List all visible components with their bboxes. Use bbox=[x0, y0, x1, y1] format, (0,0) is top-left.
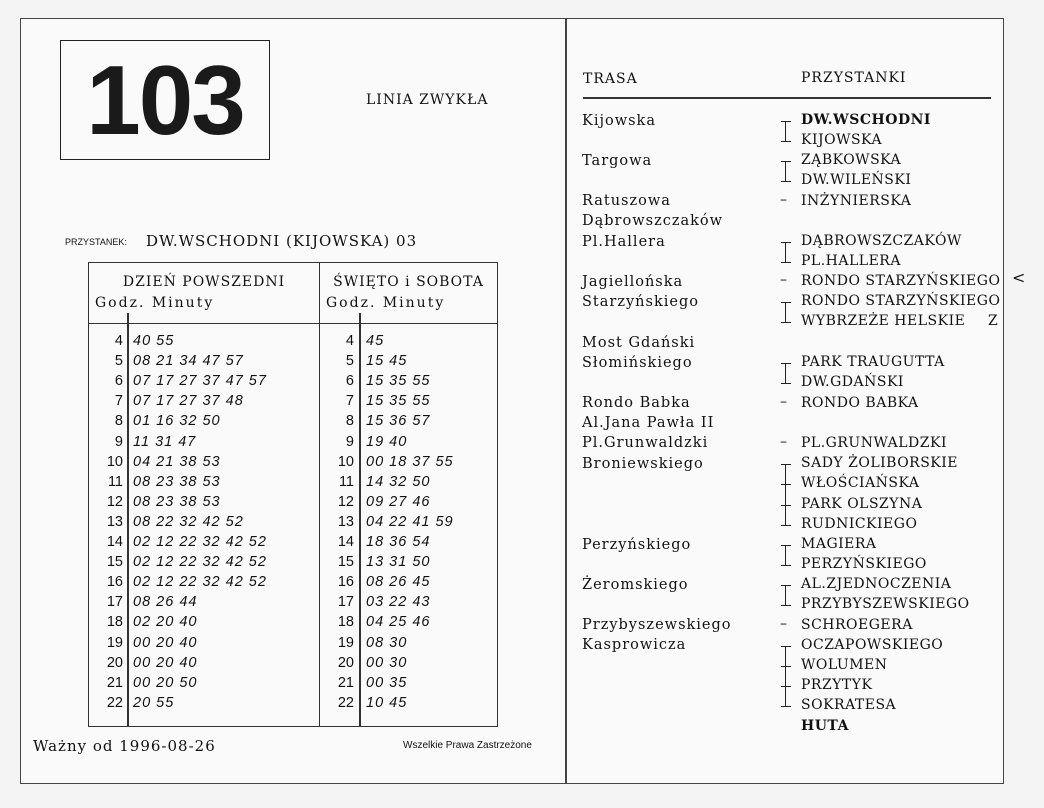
route-stop: DW.GDAŃSKI bbox=[801, 374, 904, 390]
stops-header: PRZYSTANKI bbox=[801, 70, 907, 86]
holiday-title: ŚWIĘTO i SOBOTA bbox=[333, 274, 484, 290]
weekday-subheader: Godz. Minuty bbox=[95, 295, 215, 311]
route-stop: INŻYNIERSKA bbox=[801, 193, 912, 209]
route-street: Dąbrowszczaków bbox=[582, 213, 724, 229]
stop-connector bbox=[781, 363, 791, 383]
hour-cell: 4 bbox=[114, 333, 123, 349]
minutes-cell: 04 25 46 bbox=[366, 614, 431, 631]
single-stop-dash: – bbox=[780, 616, 787, 632]
weekday-header bbox=[89, 263, 319, 324]
zone-mark: Z bbox=[988, 313, 998, 329]
route-stop: PL.HALLERA bbox=[801, 253, 901, 269]
route-stop: ZĄBKOWSKA bbox=[801, 152, 902, 168]
stop-connector bbox=[781, 121, 791, 141]
minutes-cell: 07 17 27 37 47 57 bbox=[133, 373, 267, 390]
minutes-cell: 03 22 43 bbox=[366, 594, 431, 611]
holiday-subheader: Godz. Minuty bbox=[326, 295, 446, 311]
rights-notice: Wszelkie Prawa Zastrzeżone bbox=[403, 740, 532, 751]
minutes-cell: 08 22 32 42 52 bbox=[133, 513, 244, 530]
weekday-hour-divider bbox=[127, 313, 129, 726]
hour-cell: 14 bbox=[337, 534, 354, 550]
hour-cell: 12 bbox=[106, 493, 123, 510]
minutes-cell: 40 55 bbox=[133, 333, 175, 349]
minutes-cell: 02 20 40 bbox=[133, 614, 198, 631]
hour-cell: 7 bbox=[345, 393, 354, 410]
hour-cell: 18 bbox=[337, 614, 354, 631]
minutes-cell: 01 16 32 50 bbox=[133, 413, 221, 430]
hour-cell: 22 bbox=[106, 694, 123, 711]
minutes-cell: 00 20 40 bbox=[133, 654, 198, 671]
hour-cell: 14 bbox=[106, 534, 123, 550]
route-stop: SADY ŻOLIBORSKIE bbox=[801, 455, 959, 471]
single-stop-dash: – bbox=[780, 192, 787, 208]
hour-cell: 21 bbox=[337, 674, 354, 691]
route-street: Kasprowicza bbox=[582, 637, 687, 653]
minutes-cell: 00 20 40 bbox=[133, 634, 198, 651]
stop-connector bbox=[781, 545, 791, 565]
route-stop: PARK TRAUGUTTA bbox=[801, 354, 945, 370]
hour-cell: 10 bbox=[106, 453, 123, 470]
hour-cell: 13 bbox=[337, 513, 354, 530]
hour-cell: 16 bbox=[337, 574, 354, 591]
single-stop-dash: – bbox=[780, 434, 787, 450]
hour-cell: 16 bbox=[106, 574, 123, 591]
minutes-cell: 08 23 38 53 bbox=[133, 493, 221, 510]
minutes-cell: 02 12 22 32 42 52 bbox=[133, 554, 267, 571]
hour-cell: 5 bbox=[114, 353, 123, 370]
hour-cell: 15 bbox=[337, 554, 354, 571]
holiday-timetable bbox=[319, 262, 498, 727]
minutes-cell: 18 36 54 bbox=[366, 534, 431, 550]
minutes-cell: 08 26 45 bbox=[366, 574, 431, 591]
holiday-hour-divider bbox=[359, 313, 361, 726]
route-stop: RUDNICKIEGO bbox=[801, 516, 918, 532]
route-stop: SOKRATESA bbox=[801, 697, 897, 713]
hour-cell: 11 bbox=[107, 473, 123, 490]
minutes-cell: 15 35 55 bbox=[366, 393, 431, 410]
hour-cell: 20 bbox=[106, 654, 123, 671]
route-stop: DW.WILEŃSKI bbox=[801, 172, 912, 188]
hour-cell: 22 bbox=[337, 694, 354, 711]
hour-cell: 19 bbox=[337, 634, 354, 651]
route-stop: RONDO BABKA bbox=[801, 395, 919, 411]
route-stop: RONDO STARZYŃSKIEGO bbox=[801, 273, 1001, 289]
hour-cell: 10 bbox=[337, 453, 354, 470]
route-stop: WOLUMEN bbox=[801, 657, 888, 673]
stop-name: DW.WSCHODNI (KIJOWSKA) 03 bbox=[146, 232, 418, 250]
stop-label: PRZYSTANEK: bbox=[65, 237, 127, 247]
minutes-cell: 15 35 55 bbox=[366, 373, 431, 390]
route-stop: MAGIERA bbox=[801, 536, 877, 552]
route-street: Rondo Babka bbox=[582, 395, 691, 411]
route-street: Al.Jana Pawła II bbox=[582, 415, 715, 431]
stop-connector bbox=[781, 302, 791, 322]
route-street: Most Gdański bbox=[582, 335, 696, 351]
hour-cell: 9 bbox=[114, 433, 123, 450]
route-stop: WŁOŚCIAŃSKA bbox=[801, 475, 920, 491]
hour-cell: 13 bbox=[106, 513, 123, 530]
route-stop: SCHROEGERA bbox=[801, 617, 913, 633]
route-street: Przybyszewskiego bbox=[582, 617, 732, 633]
single-stop-dash: – bbox=[780, 272, 787, 288]
route-stop: DW.WSCHODNI bbox=[801, 112, 931, 128]
route-street: Pl.Grunwaldzki bbox=[582, 435, 709, 451]
column-divider bbox=[565, 18, 567, 784]
weekday-timetable bbox=[88, 262, 320, 727]
route-street: Targowa bbox=[582, 153, 653, 169]
route-street: Pl.Hallera bbox=[582, 234, 666, 250]
route-street: Jagiellońska bbox=[582, 274, 684, 290]
minutes-cell: 19 40 bbox=[366, 433, 408, 450]
hour-cell: 11 bbox=[338, 473, 354, 490]
minutes-cell: 07 17 27 37 48 bbox=[133, 393, 244, 410]
single-stop-dash: – bbox=[780, 394, 787, 410]
route-street: Ratuszowa bbox=[582, 193, 671, 209]
hour-cell: 9 bbox=[345, 433, 354, 450]
hour-cell: 7 bbox=[114, 393, 123, 410]
hour-cell: 19 bbox=[106, 634, 123, 651]
route-street: Starzyńskiego bbox=[582, 294, 699, 310]
minutes-cell: 10 45 bbox=[366, 694, 408, 711]
stop-connector bbox=[781, 242, 791, 262]
hour-cell: 12 bbox=[337, 493, 354, 510]
route-stop: HUTA bbox=[801, 718, 849, 734]
hour-cell: 6 bbox=[345, 373, 354, 390]
minutes-cell: 02 12 22 32 42 52 bbox=[133, 574, 267, 591]
minutes-cell: 14 32 50 bbox=[366, 473, 431, 490]
minutes-cell: 09 27 46 bbox=[366, 493, 431, 510]
minutes-cell: 13 31 50 bbox=[366, 554, 431, 571]
route-street: Słomińskiego bbox=[582, 355, 693, 371]
route-header-rule bbox=[583, 97, 991, 99]
route-stop: AL.ZJEDNOCZENIA bbox=[801, 576, 952, 592]
minutes-cell: 11 31 47 bbox=[133, 433, 197, 450]
hour-cell: 21 bbox=[106, 674, 123, 691]
minutes-cell: 08 23 38 53 bbox=[133, 473, 221, 490]
hour-cell: 6 bbox=[114, 373, 123, 390]
hour-cell: 20 bbox=[337, 654, 354, 671]
hour-cell: 4 bbox=[345, 333, 354, 349]
stop-connector bbox=[781, 161, 791, 181]
hour-cell: 17 bbox=[106, 594, 123, 611]
hour-cell: 15 bbox=[106, 554, 123, 571]
minutes-cell: 00 18 37 55 bbox=[366, 453, 454, 470]
route-stop: OCZAPOWSKIEGO bbox=[801, 637, 944, 653]
line-number: 103 bbox=[86, 45, 244, 155]
hour-cell: 17 bbox=[337, 594, 354, 611]
route-stop: PRZYBYSZEWSKIEGO bbox=[801, 596, 970, 612]
route-street: Kijowska bbox=[582, 113, 656, 129]
minutes-cell: 08 21 34 47 57 bbox=[133, 353, 244, 370]
hour-cell: 8 bbox=[345, 413, 354, 430]
minutes-cell: 00 30 bbox=[366, 654, 408, 671]
route-stop: PRZYTYK bbox=[801, 677, 873, 693]
weekday-title: DZIEŃ POWSZEDNI bbox=[122, 274, 286, 290]
route-stop: PERZYŃSKIEGO bbox=[801, 556, 927, 572]
minutes-cell: 00 20 50 bbox=[133, 674, 198, 691]
valid-from: Ważny od 1996-08-26 bbox=[33, 737, 216, 755]
route-stop: PARK OLSZYNA bbox=[801, 496, 923, 512]
minutes-cell: 08 30 bbox=[366, 634, 408, 651]
route-stop: DĄBROWSZCZAKÓW bbox=[801, 233, 962, 249]
route-stop: KIJOWSKA bbox=[801, 132, 883, 148]
minutes-cell: 08 26 44 bbox=[133, 594, 198, 611]
arrow-marker: < bbox=[1012, 268, 1026, 287]
minutes-cell: 15 36 57 bbox=[366, 413, 431, 430]
hour-cell: 18 bbox=[106, 614, 123, 631]
minutes-cell: 02 12 22 32 42 52 bbox=[133, 534, 267, 550]
minutes-cell: 04 21 38 53 bbox=[133, 453, 221, 470]
route-street: Broniewskiego bbox=[582, 456, 704, 472]
minutes-cell: 20 55 bbox=[133, 694, 175, 711]
minutes-cell: 04 22 41 59 bbox=[366, 513, 454, 530]
route-stop: RONDO STARZYŃSKIEGO bbox=[801, 293, 1001, 309]
route-street: Perzyńskiego bbox=[582, 537, 692, 553]
line-type: LINIA ZWYKŁA bbox=[366, 92, 489, 108]
holiday-header bbox=[320, 263, 497, 324]
stop-connector bbox=[781, 464, 791, 525]
route-street: Żeromskiego bbox=[582, 577, 689, 593]
route-stop: WYBRZEŻE HELSKIE bbox=[801, 313, 966, 329]
hour-cell: 5 bbox=[345, 353, 354, 370]
stop-connector bbox=[781, 646, 791, 706]
minutes-cell: 15 45 bbox=[366, 353, 408, 370]
line-number-box bbox=[60, 40, 270, 160]
route-header: TRASA bbox=[583, 71, 638, 87]
stop-connector bbox=[781, 585, 791, 605]
hour-cell: 8 bbox=[114, 413, 123, 430]
minutes-cell: 45 bbox=[366, 333, 385, 349]
minutes-cell: 00 35 bbox=[366, 674, 408, 691]
route-stop: PL.GRUNWALDZKI bbox=[801, 435, 947, 451]
